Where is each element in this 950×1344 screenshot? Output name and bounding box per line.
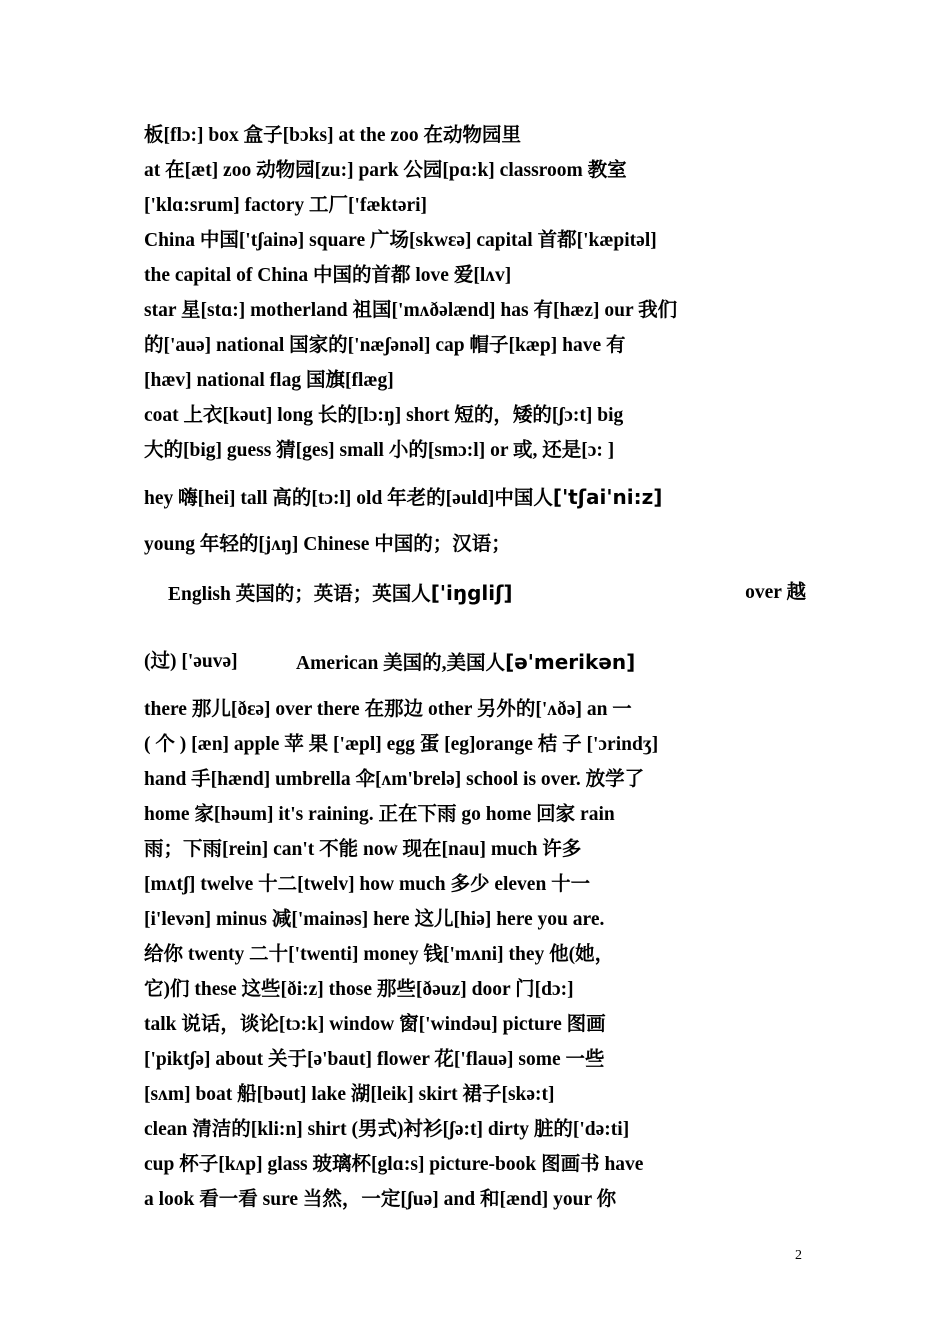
text-line [144,484,806,512]
text-line: (过) ['əuvə] [144,651,238,672]
text-line [296,649,696,677]
text-line: ['klɑ:srum] factory 工厂['fæktəri] [144,195,428,216]
text-line: talk 说话，谈论[tɔ:k] window 窗['windəu] picture 图画 [144,1014,606,1035]
text-line: 的['auə] national 国家的['næʃənəl] cap 帽子[kæp] have 有 [144,335,626,356]
page-number: 2 [795,1248,802,1263]
text-run: hey 嗨[hei] tall 高的[tɔ:l] old 年老的[əuld]中国人 [144,488,553,509]
text-line: star 星[stɑ:] motherland 祖国['mʌðəlænd] has 有[hæz] our 我们 [144,300,678,321]
text-line: the capital of China 中国的首都 love 爱[lʌv] [144,265,512,286]
text-line: 雨；下雨[rein] can't 不能 now 现在[nau] much 许多 [144,839,582,860]
text-line: [sʌm] boat 船[bəut] lake 湖[leik] skirt 裙子[skə:t] [144,1084,555,1105]
text-line: [mʌtʃ] twelve 十二[twelv] how much 多少 eleven 十一 [144,874,591,895]
text-line: ['piktʃə] about 关于[ə'baut] flower 花['flauə] some 一些 [144,1049,605,1070]
text-line: 板[flɔ:] box 盒子[bɔks] at the zoo 在动物园里 [144,125,521,146]
text-line: over 越 [745,582,806,603]
text-line: young 年轻的[jʌŋ] Chinese 中国的；汉语； [144,534,511,555]
text-line: home 家[həum] it's raining. 正在下雨 go home 回家 rain [144,804,615,825]
text-line [168,580,568,608]
text-line: hand 手[hænd] umbrella 伞[ʌm'brelə] school is over. 放学了 [144,769,645,790]
text-line: coat 上衣[kəut] long 长的[lɔ:ŋ] short 短的，矮的[ʃɔ:t] big [144,405,624,426]
text-line: [hæv] national flag 国旗[flæg] [144,370,394,391]
text-line: 给你 twenty 二十['twenti] money 钱['mʌni] they 他(她， [144,944,615,965]
text-line: ( 个 ) [æn] apple 苹 果 ['æpl] egg 蛋 [eg]orange 桔 子 ['ɔrindʒ] [144,734,659,755]
text-line: [i'levən] minus 减['mainəs] here 这儿[hiə] here you are. [144,909,605,930]
text-line: cup 杯子[kʌp] glass 玻璃杯[glɑ:s] picture-book 图画书 have [144,1154,644,1175]
text-line: a look 看一看 sure 当然，一定[ʃuə] and 和[ænd] your 你 [144,1189,617,1210]
phonetic-english: ['iŋgliʃ] [430,581,513,605]
text-line: 大的[big] guess 猜[ges] small 小的[smɔ:l] or 或, 还是[ɔ: ] [144,440,615,461]
text-line: 它)们 these 这些[ði:z] those 那些[ðəuz] door 门[dɔ:] [144,979,574,1000]
phonetic-american: [ə'merikən] [505,650,636,674]
text-line: there 那儿[ðɛə] over there 在那边 other 另外的['ʌðə] an 一 [144,699,632,720]
text-run: American 美国的,美国人 [296,653,506,674]
text-line: China 中国['tʃainə] square 广场[skwɛə] capital 首都['kæpitəl] [144,230,657,251]
text-line: clean 清洁的[kli:n] shirt (男式)衬衫[ʃə:t] dirty 脏的['də:ti] [144,1119,630,1140]
text-run: English 英国的；英语；英国人 [168,584,431,605]
text-line: at 在[æt] zoo 动物园[zu:] park 公园[pɑ:k] classroom 教室 [144,160,627,181]
phonetic-chinese-person: ['tʃai'ni:z] [552,485,663,509]
